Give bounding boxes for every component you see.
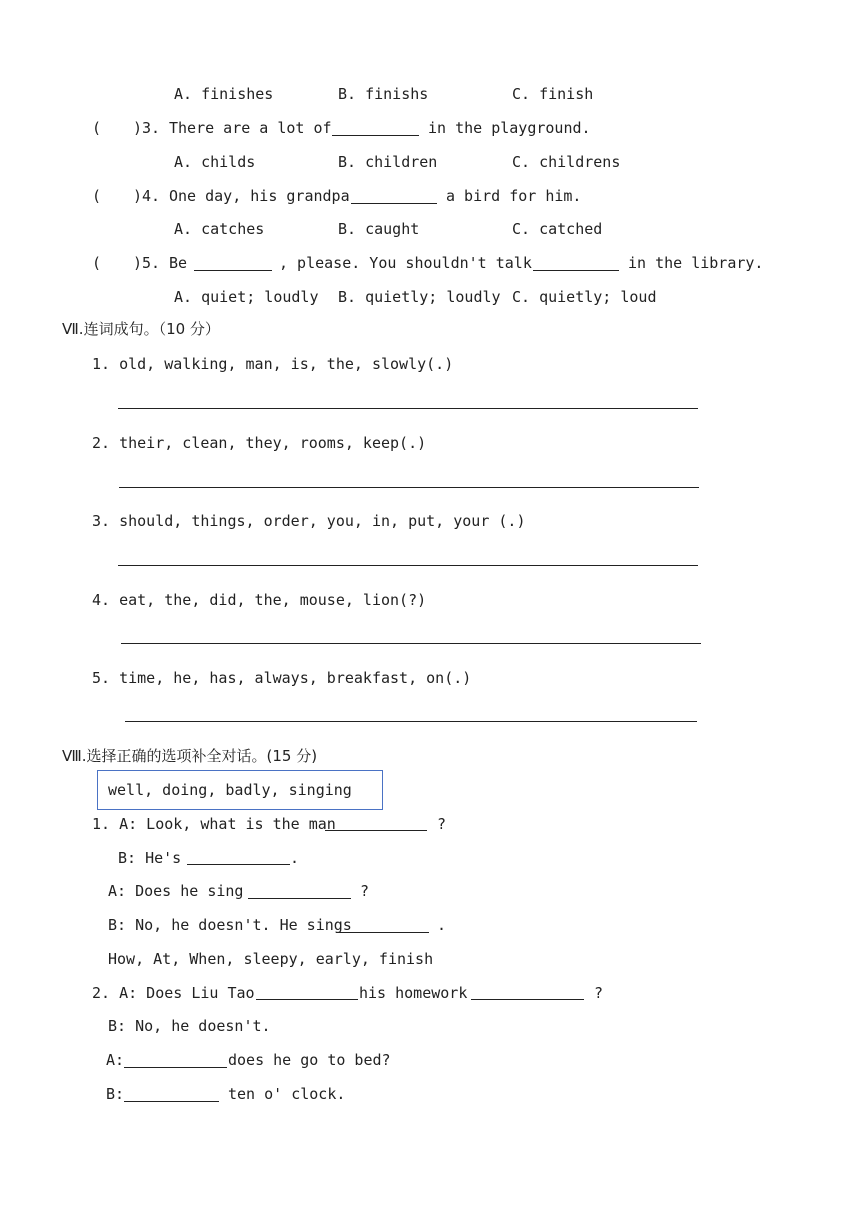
q2-option-a: A. finishes: [174, 85, 274, 103]
q3-number: )3.: [133, 119, 161, 137]
q5-paren-open: (: [92, 254, 102, 272]
s7-item-2: 2. their, clean, they, rooms, keep(.): [92, 434, 427, 452]
d2-blank-1[interactable]: [256, 999, 358, 1000]
section7-title: Ⅶ.连词成句。（10 分）: [62, 320, 220, 338]
q5-text-before: Be: [169, 254, 188, 272]
s7-answer-line-4[interactable]: [121, 643, 701, 644]
s7-item-4: 4. eat, the, did, the, mouse, lion(?): [92, 591, 427, 609]
q3-paren-open: (: [92, 119, 102, 137]
s7-answer-line-1[interactable]: [118, 408, 698, 409]
s7-item-1: 1. old, walking, man, is, the, slowly(.): [92, 355, 454, 373]
d1-line3-end: ?: [360, 882, 370, 900]
d1-line4-end: .: [437, 916, 447, 934]
s7-answer-line-2[interactable]: [119, 487, 699, 488]
d2-blank-2[interactable]: [471, 999, 584, 1000]
q4-paren-open: (: [92, 187, 102, 205]
d1-line1-end: ?: [437, 815, 447, 833]
q5-option-b: B. quietly; loudly: [338, 288, 501, 306]
d1-line4-text: B: No, he doesn't. He sings: [108, 916, 352, 934]
d1-line2-end: .: [290, 849, 300, 867]
word-bank-1: well, doing, badly, singing: [108, 781, 352, 799]
q5-text-mid: , please. You shouldn't talk: [279, 254, 532, 272]
q4-option-a: A. catches: [174, 220, 265, 238]
q3-option-a: A. childs: [174, 153, 256, 171]
q4-blank[interactable]: [351, 203, 437, 204]
word-bank-box: [97, 770, 383, 810]
q3-option-c: C. childrens: [512, 153, 621, 171]
q5-blank-1[interactable]: [194, 270, 272, 271]
q3-option-b: B. children: [338, 153, 438, 171]
q4-number: )4.: [133, 187, 161, 205]
q3-text-after: in the playground.: [428, 119, 591, 137]
s7-answer-line-3[interactable]: [118, 565, 698, 566]
d2-line2-text: B: No, he doesn't.: [108, 1017, 271, 1035]
s7-answer-line-5[interactable]: [125, 721, 697, 722]
d2-blank-4[interactable]: [124, 1101, 219, 1102]
d2-line3-text: does he go to bed?: [228, 1051, 391, 1069]
d2-line1-end: ?: [594, 984, 604, 1002]
s7-item-3: 3. should, things, order, you, in, put, your (.): [92, 512, 526, 530]
q4-option-c: C. catched: [512, 220, 603, 238]
q3-text-before: There are a lot of: [169, 119, 332, 137]
section8-title: Ⅷ.选择正确的选项补全对话。(15 分): [62, 747, 318, 765]
d1-line3-text: A: Does he sing: [108, 882, 244, 900]
d1-blank-1[interactable]: [325, 830, 427, 831]
q4-text-after: a bird for him.: [446, 187, 582, 205]
q5-option-a: A. quiet; loudly: [174, 288, 319, 306]
q2-option-b: B. finishs: [338, 85, 429, 103]
d2-line1-text: 2. A: Does Liu Tao: [92, 984, 255, 1002]
q5-number: )5.: [133, 254, 161, 272]
d1-line1-text: 1. A: Look, what is the man: [92, 815, 336, 833]
q5-option-c: C. quietly; loud: [512, 288, 657, 306]
d2-line4-label: B:: [106, 1085, 125, 1103]
word-bank-2: How, At, When, sleepy, early, finish: [108, 950, 434, 968]
d2-line1-mid: his homework: [359, 984, 468, 1002]
q5-blank-2[interactable]: [533, 270, 619, 271]
d1-blank-3[interactable]: [248, 898, 351, 899]
d2-line3-label: A:: [106, 1051, 125, 1069]
q5-text-after: in the library.: [628, 254, 764, 272]
d1-blank-4[interactable]: [336, 932, 429, 933]
q3-blank[interactable]: [332, 135, 419, 136]
q4-option-b: B. caught: [338, 220, 420, 238]
q4-text-before: One day, his grandpa: [169, 187, 350, 205]
d1-blank-2[interactable]: [187, 864, 290, 865]
d1-line2-text: B: He's: [118, 849, 182, 867]
s7-item-5: 5. time, he, has, always, breakfast, on(.): [92, 669, 472, 687]
d2-line4-text: ten o' clock.: [228, 1085, 346, 1103]
q2-option-c: C. finish: [512, 85, 594, 103]
d2-blank-3[interactable]: [124, 1067, 227, 1068]
